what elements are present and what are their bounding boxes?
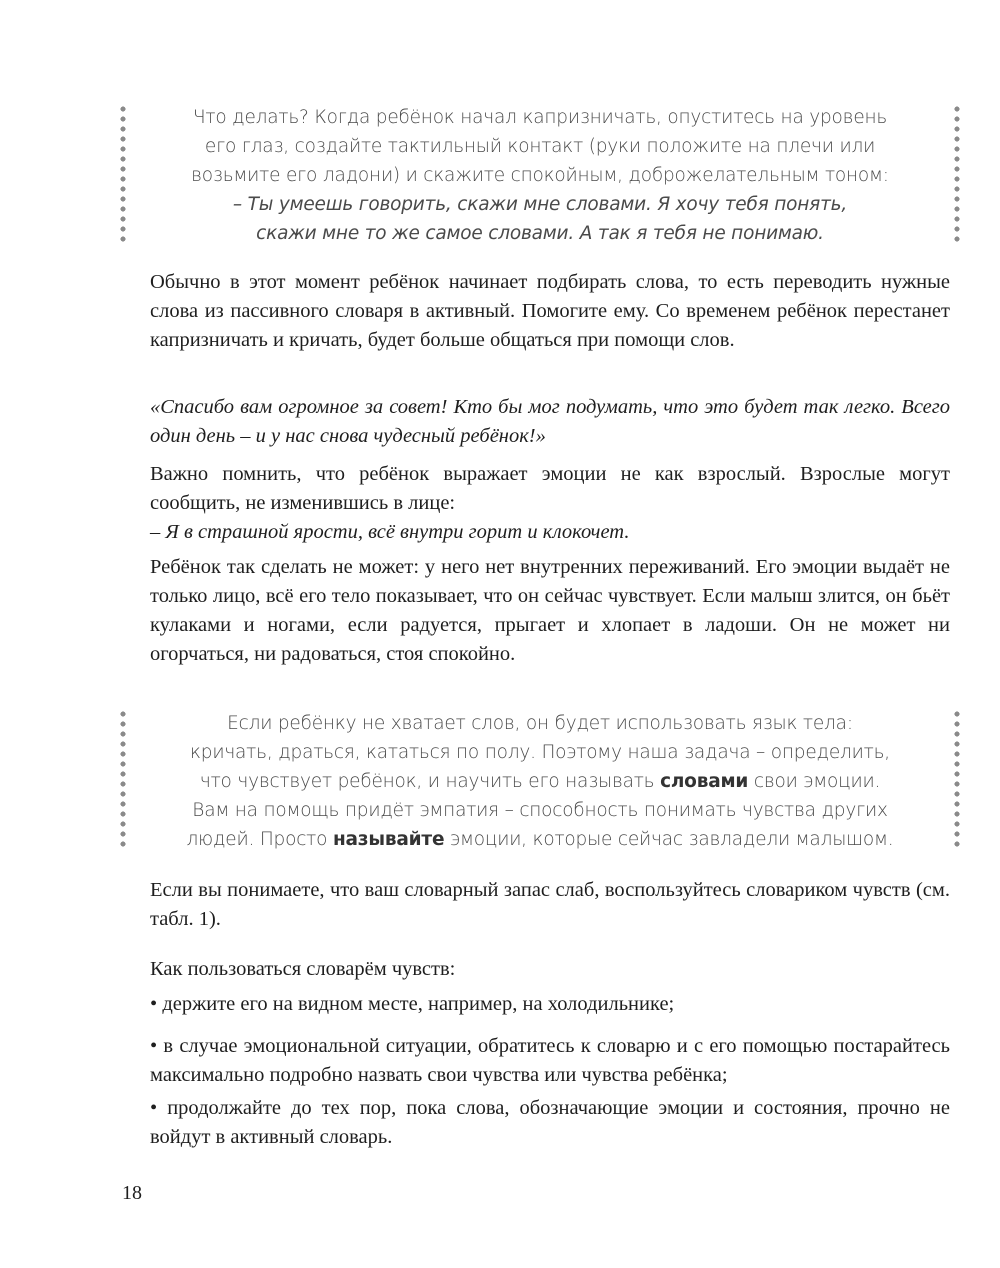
quote-paragraph: «Спасибо вам огромное за совет! Кто бы мог подумать, что это будет так легко. Всего один день – и у нас снова чудесный ребёнок!» xyxy=(150,396,950,447)
tip-emphasis: называйте xyxy=(332,829,445,850)
tip-line: кричать, драться, кататься по полу. Поэтому наша задача – определить, xyxy=(190,742,890,763)
paragraph-5: Как пользоваться словарём чувств: xyxy=(150,958,456,980)
bullet-item-2: • в случае эмоциональной ситуации, обратитесь к словарю и с его помощью постарайтесь максимально подробно назвать свои чувства или чувства ребёнка; xyxy=(150,1032,950,1090)
bullet-item-1: • держите его на видном месте, например, на холодильнике; xyxy=(150,990,950,1019)
dotted-border-right xyxy=(954,709,960,851)
tip-text: людей. Просто xyxy=(186,829,333,850)
dotted-border-left xyxy=(120,104,126,244)
tip-box-1-text xyxy=(120,100,960,248)
page-number: 18 xyxy=(122,1182,142,1204)
tip-box-2 xyxy=(120,705,960,855)
tip-text: что чувствует ребёнок, и научить его называть xyxy=(199,771,661,792)
paragraph-2: Важно помнить, что ребёнок выражает эмоции не как взрослый. Взрослые могут сообщить, не изменившись в лице: xyxy=(150,463,950,514)
tip-line: – Ты умеешь говорить, скажи мне словами. Я хочу тебя понять, xyxy=(232,194,848,215)
paragraph-4: Если вы понимаете, что ваш словарный запас слаб, воспользуйтесь словариком чувств (см. табл. 1). xyxy=(150,879,950,930)
tip-line: Если ребёнку не хватает слов, он будет использовать язык тела: xyxy=(227,713,853,734)
dotted-border-left xyxy=(120,709,126,851)
tip-line xyxy=(160,767,920,796)
tip-line: возьмите его ладони) и скажите спокойным, доброжелательным тоном: xyxy=(191,165,889,186)
dotted-border-right xyxy=(954,104,960,244)
tip-text: эмоции, которые сейчас завладели малышом. xyxy=(444,829,894,850)
tip-box-2-text xyxy=(120,705,960,854)
paragraph-3: Ребёнок так сделать не может: у него нет внутренних переживаний. Его эмоции выдаёт не только лицо, всё его тело показывает, что он сейчас чувствует. Если малыш злится, он бьёт кулаками и ногами, если радуется, прыгает и хлопает в ладоши. Он не может ни огорчаться, ни радоваться, стоя спокойно. xyxy=(150,556,950,665)
tip-emphasis: словами xyxy=(660,771,749,792)
tip-line xyxy=(160,825,920,854)
paragraph-1: Обычно в этот момент ребёнок начинает подбирать слова, то есть переводить нужные слова из пассивного словаря в активный. Помогите ему. Со временем ребёнок перестанет капризничать и кричать, будет больше общаться при помощи слов. xyxy=(150,271,950,351)
tip-box-1 xyxy=(120,100,960,248)
tip-line: скажи мне то же самое словами. А так я тебя не понимаю. xyxy=(256,223,824,244)
tip-line: его глаз, создайте тактильный контакт (руки положите на плечи или xyxy=(204,136,876,157)
tip-text: свои эмоции. xyxy=(748,771,881,792)
paragraph-2-quote: – Я в страшной ярости, всё внутри горит и клокочет. xyxy=(150,521,630,543)
tip-line: Вам на помощь придёт эмпатия – способность понимать чувства других xyxy=(192,800,888,821)
bullet-item-3: • продолжайте до тех пор, пока слова, обозначающие эмоции и состояния, прочно не войдут в активный словарь. xyxy=(150,1094,950,1152)
tip-line: Что делать? Когда ребёнок начал капризничать, опуститесь на уровень xyxy=(192,107,888,128)
